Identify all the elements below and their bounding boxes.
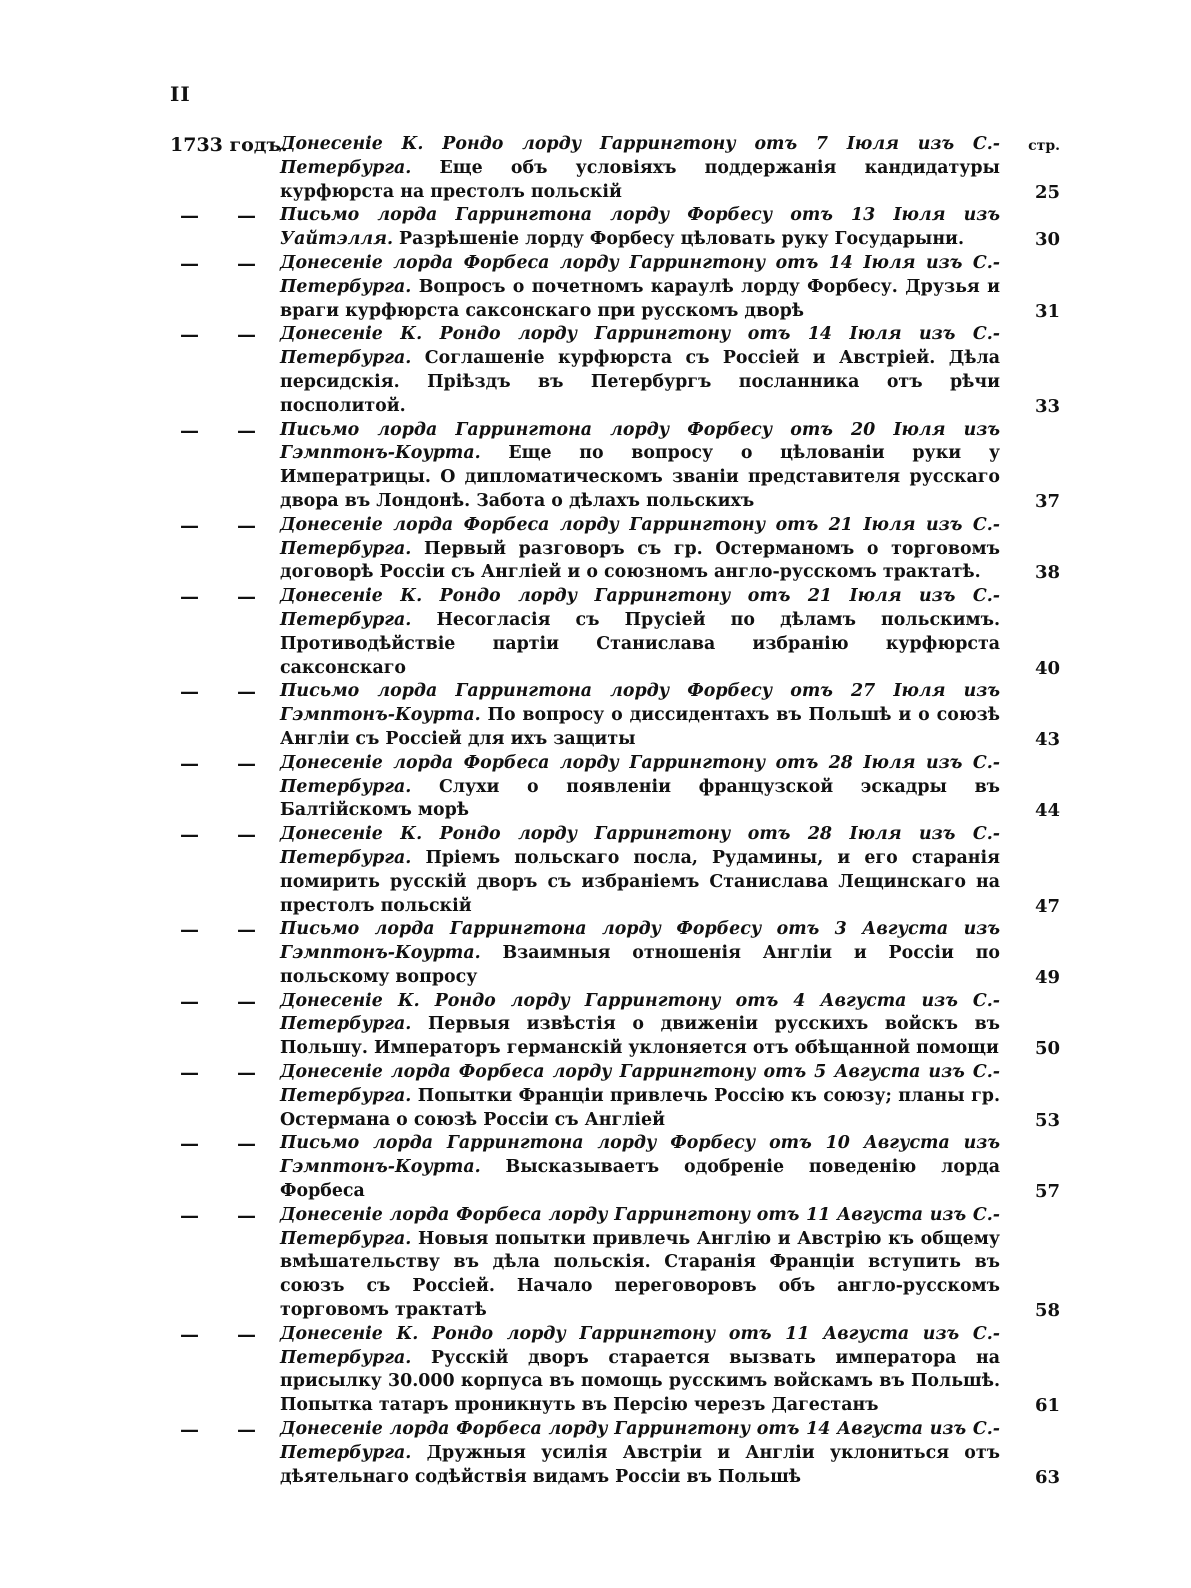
table-of-contents [170,133,1060,1489]
entry-text [280,514,1000,585]
entry-page-number: 61 [1034,1395,1060,1417]
entry-text [280,823,1000,918]
entry-title: Донесеніе К. Рондо лорду Гаррингтону отъ 4 Августа изъ С.-Петербурга. [280,990,1000,1035]
entry-description: Пріемъ польскаго посла, Рудамины, и его старанія помирить русскій дворъ съ избраніемъ Станислава Лещинскаго на престолъ польскій [280,847,1000,916]
entry-page-number: 57 [1034,1181,1060,1203]
entry-title: Донесеніе лорда Форбеса лорду Гаррингтону отъ 14 Августа изъ С.-Петербурга. [280,1419,1000,1463]
entry-title: Донесеніе К. Рондо лорду Гаррингтону отъ 7 Іюля изъ С.-Петербурга. [280,134,1000,178]
entry-title: Донесеніе лорда Форбеса лорду Гаррингтону отъ 5 Августа изъ С.-Петербурга. [280,1062,1000,1106]
entry-text [280,419,1000,514]
ditto-dash: — [180,324,199,347]
toc-entry [170,1132,1060,1203]
entry-body [280,990,1060,1061]
entry-page-number: 49 [1034,966,1060,988]
entry-description: Несогласія съ Прусіей по дѣламъ польскимъ. Противодѣйствіе партіи Станислава избранію курфюрста саксонскаго [280,609,1000,678]
entry-title: Донесеніе К. Рондо лорду Гаррингтону отъ 11 Августа изъ С.-Петербурга. [280,1323,1000,1368]
entry-text [280,680,1000,751]
entry-title: Письмо лорда Гаррингтона лорду Форбесу отъ 3 Августа изъ Гэмптонъ-Коурта. [280,919,1000,964]
ditto-dash: — [180,824,199,847]
entry-body [280,1418,1060,1489]
ditto-dash: — [180,514,199,537]
entry-body [280,252,1060,323]
ditto-dash: — [237,824,256,847]
entry-description: Взаимныя отношенія Англіи и Россіи по польскому вопросу [280,943,1000,987]
ditto-dash: — [237,681,256,704]
ditto-marks [170,918,280,989]
entry-body [280,823,1060,918]
entry-text [280,323,1000,418]
toc-entry [170,823,1060,918]
toc-entry [170,680,1060,751]
ditto-dash: — [180,419,199,442]
ditto-dash: — [237,919,256,942]
ditto-marks [170,990,280,1061]
toc-entry [170,585,1060,680]
entry-page-number: 63 [1034,1466,1060,1488]
year-label: 1733 годъ. [170,134,288,156]
ditto-marks [170,514,280,585]
ditto-dash: — [237,586,256,609]
ditto-dash: — [237,419,256,442]
entry-text [280,752,1000,823]
ditto-marks [170,1418,280,1489]
ditto-dash: — [237,1133,256,1156]
toc-entry [170,1061,1060,1132]
entry-page-number: 25 [1034,181,1060,203]
entry-page-number: 47 [1034,895,1060,917]
ditto-marks [170,1132,280,1203]
entry-description: Дружныя усилія Австріи и Англіи уклониться отъ дѣятельнаго содѣйствія видамъ Россіи въ Польшѣ [280,1442,1000,1487]
ditto-marks [170,1323,280,1418]
ditto-marks [170,1204,280,1323]
ditto-dash: — [180,1323,199,1346]
entry-title: Донесеніе лорда Форбеса лорду Гаррингтону отъ 21 Іюля изъ С.-Петербурга. [280,514,1000,559]
ditto-marks [170,204,280,252]
entry-body [280,752,1060,823]
entry-description: Еще по вопросу о цѣлованіи руки у Императрицы. О дипломатическомъ званіи представителя русскаго двора въ Лондонѣ. Забота о дѣлахъ польскихъ [280,443,1000,511]
ditto-marks [170,752,280,823]
entry-body [280,1061,1060,1132]
entry-title: Письмо лорда Гаррингтона лорду Форбесу отъ 13 Іюля изъ Уайтэлля. [280,205,1000,250]
ditto-dash: — [180,1062,199,1085]
entry-page-number: 31 [1034,300,1060,322]
ditto-dash: — [180,990,199,1013]
entry-page-number: 53 [1034,1109,1060,1131]
toc-entry [170,133,1060,204]
ditto-dash: — [180,752,199,775]
entry-body [280,514,1060,585]
entry-title: Донесеніе лорда Форбеса лорду Гаррингтону отъ 28 Іюля изъ С.-Петербурга. [280,752,1000,797]
entry-body [280,1323,1060,1418]
entry-text [280,252,1000,323]
entry-page-number: 44 [1034,800,1060,822]
toc-entry [170,918,1060,989]
ditto-dash: — [180,1204,199,1227]
entry-text [280,990,1000,1061]
ditto-dash: — [237,252,256,275]
entry-text [280,133,1000,204]
ditto-marks [170,419,280,514]
entry-title: Письмо лорда Гаррингтона лорду Форбесу отъ 10 Августа изъ Гэмптонъ-Коурта. [280,1133,1000,1178]
ditto-dash: — [237,324,256,347]
ditto-dash: — [180,252,199,275]
entry-description: По вопросу о диссидентахъ въ Польшѣ и о союзѣ Англіи съ Россіей для ихъ защиты [280,705,1000,749]
entry-description: Вопросъ о почетномъ караулѣ лорду Форбесу. Друзья и враги курфюрста саксонскаго при русскомъ дворѣ [280,276,1000,321]
toc-entry [170,419,1060,514]
entry-title: Письмо лорда Гаррингтона лорду Форбесу отъ 27 Іюля изъ Гэмптонъ-Коурта. [280,681,1000,726]
entry-description: Разрѣшеніе лорду Форбесу цѣловать руку Государыни. [393,229,965,250]
entry-body [280,1204,1060,1323]
entry-description: Первыя извѣстія о движеніи русскихъ войскъ въ Польшу. Императоръ германскій уклоняется отъ обѣщанной помощи [280,1014,1000,1059]
entry-page-number: 30 [1034,229,1060,251]
entry-page-number: 43 [1034,728,1060,750]
entry-description: Высказываетъ одобреніе поведенію лорда Форбеса [280,1157,1000,1202]
ditto-dash: — [237,752,256,775]
entry-title: Донесеніе К. Рондо лорду Гаррингтону отъ 28 Іюля изъ С.-Петербурга. [280,824,1000,868]
ditto-dash: — [180,586,199,609]
entry-body [280,323,1060,418]
entry-page-number: 33 [1034,395,1060,417]
toc-entry [170,514,1060,585]
ditto-marks [170,1061,280,1132]
entry-page-number: 50 [1034,1038,1060,1060]
entry-page-number: 38 [1034,562,1060,584]
entry-page-number: 58 [1034,1300,1060,1322]
ditto-dash: — [180,1133,199,1156]
ditto-marks [170,823,280,918]
toc-entry [170,323,1060,418]
ditto-dash: — [237,205,256,228]
entry-description: Новыя попытки привлечь Англію и Австрію къ общему вмѣшательству въ дѣла польскія. Старанія Франціи вступить въ союзъ съ Россіей. Начало переговоровъ объ англо-русскомъ торговомъ трактатѣ [280,1228,1000,1321]
toc-entry [170,1323,1060,1418]
ditto-marks [170,252,280,323]
ditto-dash: — [180,681,199,704]
toc-entry [170,752,1060,823]
ditto-dash: — [237,990,256,1013]
ditto-marks [170,323,280,418]
entry-description: Еще объ условіяхъ поддержанія кандидатуры курфюрста на престолъ польскій [280,157,1000,202]
entry-title: Донесеніе лорда Форбеса лорду Гаррингтону отъ 14 Іюля изъ С.-Петербурга. [280,252,1000,297]
ditto-marks [170,680,280,751]
entry-body [280,133,1060,204]
entry-body [280,918,1060,989]
entry-description: Первый разговоръ съ гр. Остерманомъ о торговомъ договорѣ Россіи съ Англіей и о союзномъ англо-русскомъ трактатѣ. [280,538,1000,583]
ditto-dash: — [180,205,199,228]
ditto-dash: — [237,1062,256,1085]
entry-title: Донесеніе К. Рондо лорду Гаррингтону отъ 14 Іюля изъ С.-Петербурга. [280,324,1000,369]
toc-entry [170,204,1060,252]
toc-entry [170,252,1060,323]
entry-text [280,1061,1000,1132]
toc-entry [170,1418,1060,1489]
entry-title: Донесеніе К. Рондо лорду Гаррингтону отъ 21 Іюля изъ С.-Петербурга. [280,586,1000,630]
entry-text [280,1323,1000,1418]
entry-body [280,419,1060,514]
entry-description: Попытки Франціи привлечь Россію къ союзу; планы гр. Остермана о союзѣ Россіи съ Англіей [280,1085,1000,1130]
ditto-dash: — [180,919,199,942]
entry-text [280,1132,1000,1203]
ditto-dash: — [180,1419,199,1442]
entry-body [280,1132,1060,1203]
entry-body [280,585,1060,680]
entry-description: Русскій дворъ старается вызвать императора на присылку 30.000 корпуса въ помощь русскимъ войскамъ въ Польшѣ. Попытка татаръ проникнуть въ Персію черезъ Дагестанъ [280,1347,1000,1416]
entry-description: Слухи о появленіи французской эскадры въ Балтійскомъ морѣ [280,776,1000,821]
entry-text [280,585,1000,680]
entry-page-number: 40 [1034,657,1060,679]
toc-entry [170,990,1060,1061]
ditto-dash: — [237,1419,256,1442]
entry-description: Соглашеніе курфюрста съ Россіей и Австріей. Дѣла персидскія. Пріѣздъ въ Петербургъ посланника отъ рѣчи посполитой. [280,348,1000,416]
entry-text [280,918,1000,989]
ditto-dash: — [237,1204,256,1227]
ditto-marks [170,585,280,680]
entry-text [280,1418,1000,1489]
entry-body [280,680,1060,751]
entry-body [280,204,1060,252]
entry-title: Донесеніе лорда Форбеса лорду Гаррингтону отъ 11 Августа изъ С.-Петербурга. [280,1204,1000,1249]
ditto-dash: — [237,1323,256,1346]
entry-text [280,204,1000,252]
page-number: II [170,82,191,106]
entry-title: Письмо лорда Гаррингтона лорду Форбесу отъ 20 Іюля изъ Гэмптонъ-Коурта. [280,419,1000,464]
entry-page-number: 37 [1034,490,1060,512]
toc-entry [170,1204,1060,1323]
page-column-label: стр. [1028,138,1060,154]
entry-text [280,1204,1000,1323]
ditto-dash: — [237,514,256,537]
